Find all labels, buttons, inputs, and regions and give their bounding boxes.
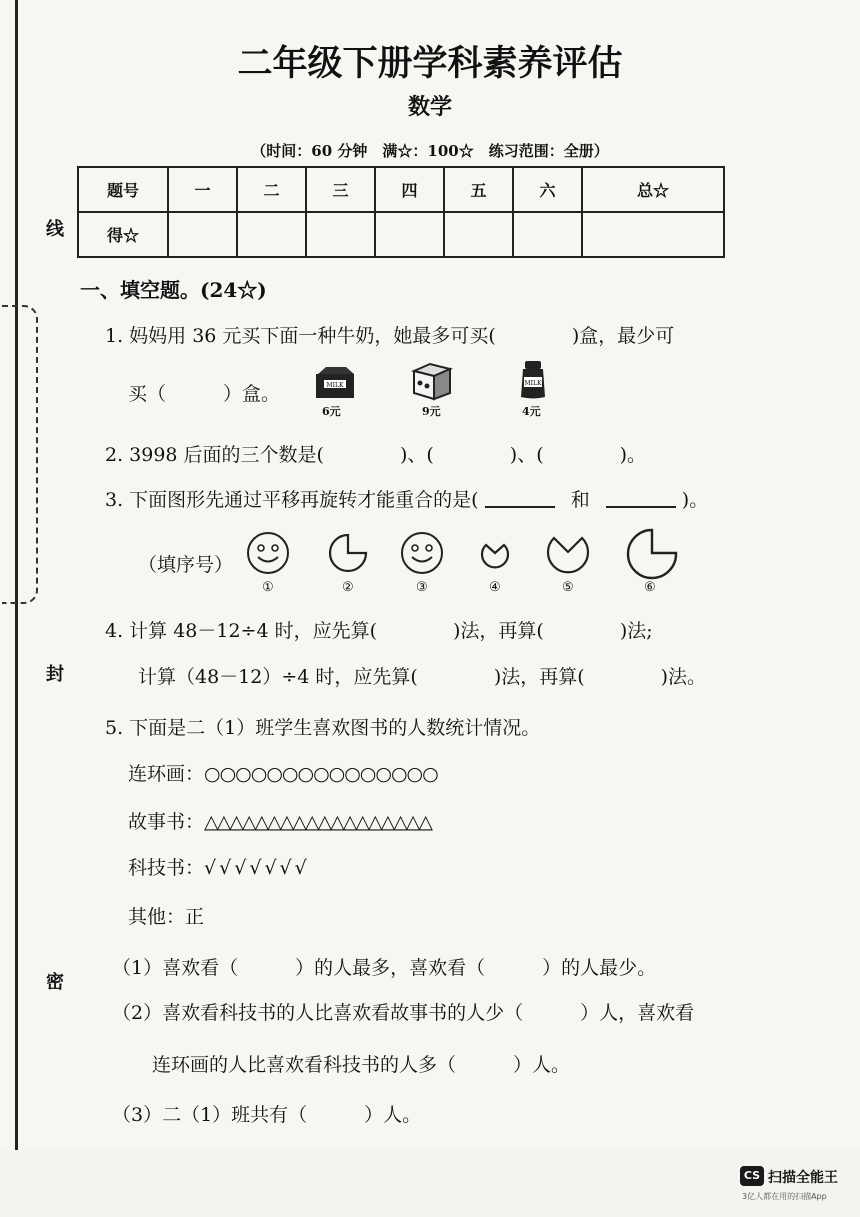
score-input-cell[interactable]	[444, 212, 513, 257]
svg-text:MILK: MILK	[326, 382, 344, 389]
score-input-cell[interactable]	[513, 212, 582, 257]
tally-label: 连环画：	[128, 763, 205, 785]
score-cell: 三	[306, 167, 375, 212]
score-input-cell[interactable]	[237, 212, 306, 257]
question-3-text-a: 3. 下面图形先通过平移再旋转才能重合的是(	[105, 489, 479, 511]
tally-marks-circles: ○○○○○○○○○○○○○○○	[204, 763, 438, 785]
binding-dashed-bracket	[2, 305, 38, 604]
milk-carton-icon	[314, 366, 358, 400]
score-cell: 五	[444, 167, 513, 212]
score-label-cell: 得☆	[78, 212, 168, 257]
question-3-text-b: )。	[681, 489, 709, 511]
question-3	[105, 485, 708, 512]
exam-title: 二年级下册学科素养评估	[237, 43, 623, 84]
tally-marks-triangles: △△△△△△△△△△△△△△△△△△	[204, 811, 432, 833]
question-4-line1: 4. 计算 48－12÷4 时，应先算( )法，再算( )法;	[105, 620, 653, 642]
score-cell: 一	[168, 167, 237, 212]
scanner-logo-icon: CS	[740, 1166, 764, 1186]
question-4-line2: 计算（48－12）÷4 时，应先算( )法，再算( )法。	[138, 666, 707, 688]
milk-box-icon	[410, 361, 454, 401]
question-1-line2: 买（ ）盒。	[128, 383, 281, 405]
shape-label: ⑤	[562, 580, 574, 595]
score-input-cell[interactable]	[306, 212, 375, 257]
question-5-sub2-line2: 连环画的人比喜欢看科技书的人多（ ）人。	[152, 1054, 571, 1076]
tally-row-science	[128, 853, 310, 880]
tally-marks-zheng: 正	[185, 906, 205, 928]
question-5-intro: 5. 下面是二（1）班学生喜欢图书的人数统计情况。	[105, 717, 541, 739]
question-2: 2. 3998 后面的三个数是( )、( )、( )。	[105, 444, 647, 466]
shape-label: ⑥	[644, 580, 656, 595]
shape-label: ②	[342, 580, 354, 595]
tally-row-stories	[128, 807, 431, 834]
price-label: 6元	[322, 405, 341, 418]
price-label: 9元	[422, 405, 441, 418]
answer-blank-1[interactable]	[485, 486, 555, 508]
tally-label: 故事书：	[128, 811, 205, 833]
margin-mark-feng: 封	[46, 664, 64, 685]
question-3-hint: （填序号）	[138, 554, 234, 576]
milk-bottle-icon	[516, 359, 550, 401]
score-table-score-row	[78, 212, 724, 257]
notched-shape-4	[482, 545, 508, 567]
shape-label: ③	[416, 580, 428, 595]
smiley-face-shape-3	[402, 533, 442, 573]
exam-info: （时间：60 分钟 满☆：100☆ 练习范围：全册）	[251, 142, 609, 160]
question-5-sub3: （3）二（1）班共有（ ）人。	[112, 1104, 422, 1126]
tally-label: 科技书：	[128, 857, 205, 879]
notched-shape-5	[548, 538, 588, 572]
score-cell: 总☆	[582, 167, 724, 212]
answer-blank-2[interactable]	[606, 486, 676, 508]
section-heading: 一、填空题。(24☆)	[80, 278, 267, 302]
question-1-line1: 1. 妈妈用 36 元买下面一种牛奶，她最多可买( )盒，最少可	[105, 325, 675, 347]
question-5-sub1: （1）喜欢看（ ）的人最多，喜欢看（ ）的人最少。	[112, 957, 657, 979]
pacman-shape-2	[330, 535, 366, 571]
smiley-face-shape-1	[248, 533, 288, 573]
tally-row-comics	[128, 759, 438, 786]
score-cell: 四	[375, 167, 444, 212]
price-label: 4元	[522, 405, 541, 418]
margin-mark-mi: 密	[46, 972, 64, 993]
score-cell: 二	[237, 167, 306, 212]
scanner-slogan: 3亿人都在用的扫描App	[742, 1192, 827, 1201]
score-input-cell[interactable]	[168, 212, 237, 257]
score-table	[77, 166, 725, 258]
score-input-cell[interactable]	[375, 212, 444, 257]
margin-mark-xian: 线	[46, 219, 64, 240]
tally-row-other	[128, 902, 204, 929]
score-input-cell[interactable]	[582, 212, 724, 257]
score-cell: 题号	[78, 167, 168, 212]
question-5-sub2-line1: （2）喜欢看科技书的人比喜欢看故事书的人少（ ）人，喜欢看	[112, 1002, 695, 1024]
question-3-and: 和	[570, 489, 590, 511]
shape-label: ①	[262, 580, 274, 595]
tally-label: 其他：	[128, 906, 186, 928]
tally-marks-checks: √√√√√√√	[204, 857, 310, 879]
shape-label: ④	[489, 580, 501, 595]
scanner-brand: 扫描全能王	[768, 1170, 838, 1186]
shape-row	[240, 528, 690, 600]
svg-text:MILK: MILK	[524, 380, 542, 387]
pacman-shape-6	[628, 530, 676, 578]
score-cell: 六	[513, 167, 582, 212]
exam-subject: 数学	[407, 94, 452, 120]
score-table-header-row	[78, 167, 724, 212]
